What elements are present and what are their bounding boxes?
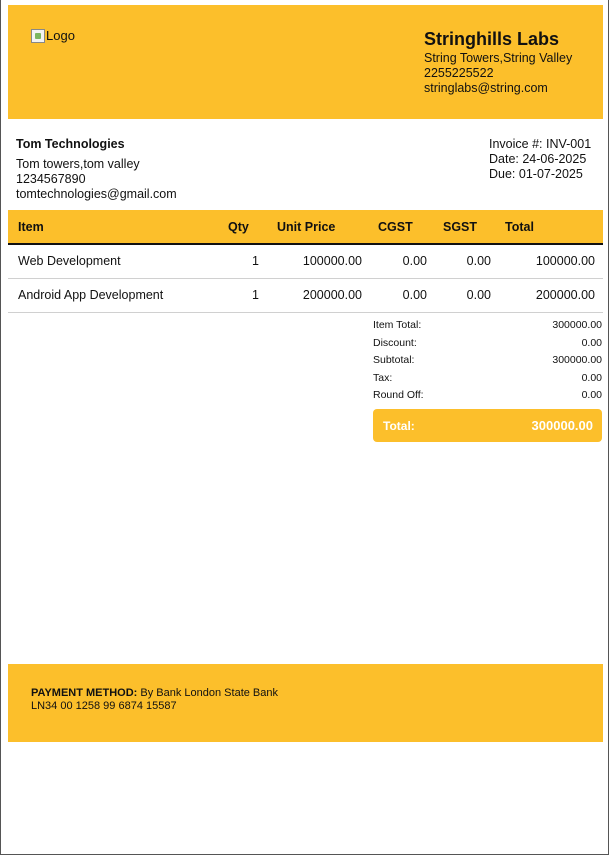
company-email: stringlabs@string.com bbox=[424, 81, 548, 95]
tax-value: 0.00 bbox=[581, 371, 602, 384]
column-header-unit-price: Unit Price bbox=[259, 210, 362, 244]
company-logo bbox=[31, 28, 75, 43]
grand-total-label: Total: bbox=[383, 418, 415, 433]
table-row bbox=[8, 244, 603, 278]
summary-row-tax bbox=[373, 371, 602, 389]
invoice-footer bbox=[8, 664, 603, 742]
client-name: Tom Technologies bbox=[16, 137, 125, 151]
invoice-due-date: Due: 01-07-2025 bbox=[489, 167, 583, 181]
subtotal-value: 300000.00 bbox=[552, 354, 602, 366]
cell-unit-price: 100000.00 bbox=[259, 244, 362, 278]
bill-to bbox=[16, 137, 177, 202]
discount-value: 0.00 bbox=[581, 336, 602, 349]
cell-total: 100000.00 bbox=[491, 244, 603, 278]
table-header-row bbox=[8, 210, 603, 244]
cell-item: Android App Development bbox=[8, 278, 208, 312]
company-info bbox=[424, 28, 572, 96]
grand-total bbox=[373, 409, 602, 442]
round-off-value: 0.00 bbox=[581, 389, 602, 401]
subtotal-label: Subtotal: bbox=[373, 354, 415, 366]
cell-qty: 1 bbox=[208, 244, 259, 278]
table-row bbox=[8, 278, 603, 312]
column-header-qty: Qty bbox=[208, 210, 259, 244]
payment-method-text: By Bank London State Bank bbox=[137, 687, 278, 699]
column-header-total: Total bbox=[491, 210, 603, 244]
column-header-cgst: CGST bbox=[362, 210, 427, 244]
column-header-sgst: SGST bbox=[427, 210, 491, 244]
cell-unit-price: 200000.00 bbox=[259, 278, 362, 312]
payment-info bbox=[31, 687, 278, 713]
company-name: Stringhills Labs bbox=[424, 29, 560, 49]
payment-method-label: PAYMENT METHOD: bbox=[31, 687, 138, 699]
grand-total-value: 300000.00 bbox=[531, 418, 593, 433]
round-off-label: Round Off: bbox=[373, 389, 424, 401]
line-items-table bbox=[8, 210, 603, 313]
client-address: Tom towers,tom valley bbox=[16, 157, 140, 171]
tax-label: Tax: bbox=[373, 371, 393, 384]
cell-qty: 1 bbox=[208, 278, 259, 312]
discount-label: Discount: bbox=[373, 336, 417, 349]
client-phone: 1234567890 bbox=[16, 172, 86, 186]
cell-sgst: 0.00 bbox=[427, 278, 491, 312]
payment-method-line bbox=[31, 687, 278, 700]
invoice-number: Invoice #: INV-001 bbox=[489, 137, 592, 151]
column-header-item: Item bbox=[8, 210, 208, 244]
summary-row-discount bbox=[373, 336, 602, 354]
broken-image-icon bbox=[31, 29, 45, 43]
cell-sgst: 0.00 bbox=[427, 244, 491, 278]
logo-alt-text: Logo bbox=[46, 28, 75, 43]
company-address: String Towers,String Valley bbox=[424, 51, 573, 65]
item-total-value: 300000.00 bbox=[552, 319, 602, 331]
cell-cgst: 0.00 bbox=[362, 278, 427, 312]
client-email: tomtechnologies@gmail.com bbox=[16, 187, 177, 201]
summary-row-subtotal bbox=[373, 353, 602, 371]
company-phone: 2255225522 bbox=[424, 66, 494, 80]
cell-total: 200000.00 bbox=[491, 278, 603, 312]
item-total-label: Item Total: bbox=[373, 319, 422, 331]
invoice-summary bbox=[373, 318, 602, 406]
bank-account-number: LN34 00 1258 99 6874 15587 bbox=[31, 700, 177, 712]
summary-row-round-off bbox=[373, 388, 602, 406]
summary-row-item-total bbox=[373, 318, 602, 336]
invoice-date: Date: 24-06-2025 bbox=[489, 152, 587, 166]
invoice-meta bbox=[489, 137, 591, 182]
cell-cgst: 0.00 bbox=[362, 244, 427, 278]
cell-item: Web Development bbox=[8, 244, 208, 278]
invoice-header bbox=[8, 5, 603, 119]
